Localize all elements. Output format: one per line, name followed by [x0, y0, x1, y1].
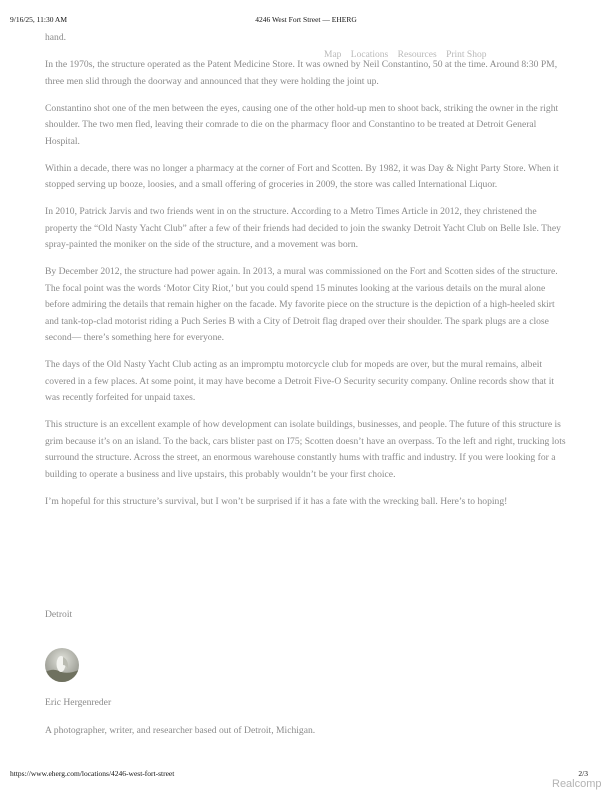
article-paragraph: In 2010, Patrick Jarvis and two friends went in on the structure. According to a Metro Times Article in 2012, they christened the property the “Old Nasty Yacht Club” after a few of their friends had decided to join the swanky Detroit Yacht Club on Belle Isle. They spray-painted the moniker on the side of the structure, and a movement was born.	[45, 206, 561, 250]
nav-link-resources[interactable]: Resources	[397, 50, 437, 60]
print-timestamp: 9/16/25, 11:30 AM	[10, 15, 68, 24]
article-paragraph: By December 2012, the structure had power again. In 2013, a mural was commissioned on the Fort and Scotten sides of the structure. The focal point was the words ‘Motor City Riot,’ but you could spend 15 minutes looking at the various details on the mural alone before admiring the details that remain higher on the facade. My favorite piece on the structure is the depiction of a high-heeled skirt and tank-top-clad motorist riding a Puch Series B with a City of Detroit flag draped over their shoulder. The spark plugs are a close second— there’s something here for everyone.	[45, 266, 558, 343]
watermark-text: Realcomp	[552, 778, 602, 790]
article-body	[45, 30, 569, 521]
nav-link-map[interactable]: Map	[324, 50, 342, 60]
nav-link-print-shop[interactable]: Print Shop	[446, 50, 487, 60]
print-page-title: 4246 West Fort Street — EHERG	[255, 15, 357, 24]
tag-link-detroit[interactable]: Detroit	[45, 609, 73, 620]
article-paragraph: I’m hopeful for this structure’s survival, but I won’t be surprised if it has a fate with the wrecking ball. Here’s to hoping!	[45, 495, 508, 507]
nav-link-locations[interactable]: Locations	[350, 50, 389, 60]
author-bio: A photographer, writer, and researcher based out of Detroit, Michigan.	[45, 725, 316, 736]
article-paragraph: hand.	[45, 32, 67, 43]
article-paragraph: This structure is an excellent example of how development can isolate buildings, businesses, and people. The future of this structure is grim because it’s on an island. To the back, cars blister past on I75; Scotten doesn’t have an overpass. To the left and right, trucking lots surround the structure. Across the street, an enormous warehouse constantly hums with traffic and industry. If you were looking for a building to operate a business and live upstairs, this probably wouldn’t be your first choice.	[45, 419, 566, 480]
print-page-number: 2/3	[578, 769, 588, 778]
avatar-photo-icon	[45, 648, 79, 682]
author-avatar[interactable]	[45, 648, 79, 682]
print-header	[0, 15, 612, 27]
article-paragraph: The days of the Old Nasty Yacht Club acting as an impromptu motorcycle club for mopeds are over, but the mural remains, albeit covered in a few places. At some point, it may have become a Detroit Five-O Security security company. Online records show that it was recently forfeited for unpaid taxes.	[45, 359, 555, 403]
site-nav	[324, 50, 493, 60]
print-url: https://www.eherg.com/locations/4246-west-fort-street	[10, 769, 175, 778]
author-name[interactable]: Eric Hergenreder	[45, 697, 112, 708]
article-paragraph: In the 1970s, the structure operated as the Patent Medicine Store. It was owned by Neil Constantino, 50 at the time. Around 8:30 PM, three men slid through the doorway and announced that they were holding the joint up.	[45, 59, 558, 87]
article-paragraph: Constantino shot one of the men between the eyes, causing one of the other hold-up men to shoot back, striking the owner in the right shoulder. The two men fled, leaving their comrade to die on the pharmacy floor and Constantino to be treated at Detroit General Hospital.	[45, 102, 559, 147]
article-paragraph: Within a decade, there was no longer a pharmacy at the corner of Fort and Scotten. By 1982, it was Day & Night Party Store. When it stopped serving up booze, loosies, and a small offering of groceries in 2009, the store was called International Liquor.	[45, 162, 559, 190]
